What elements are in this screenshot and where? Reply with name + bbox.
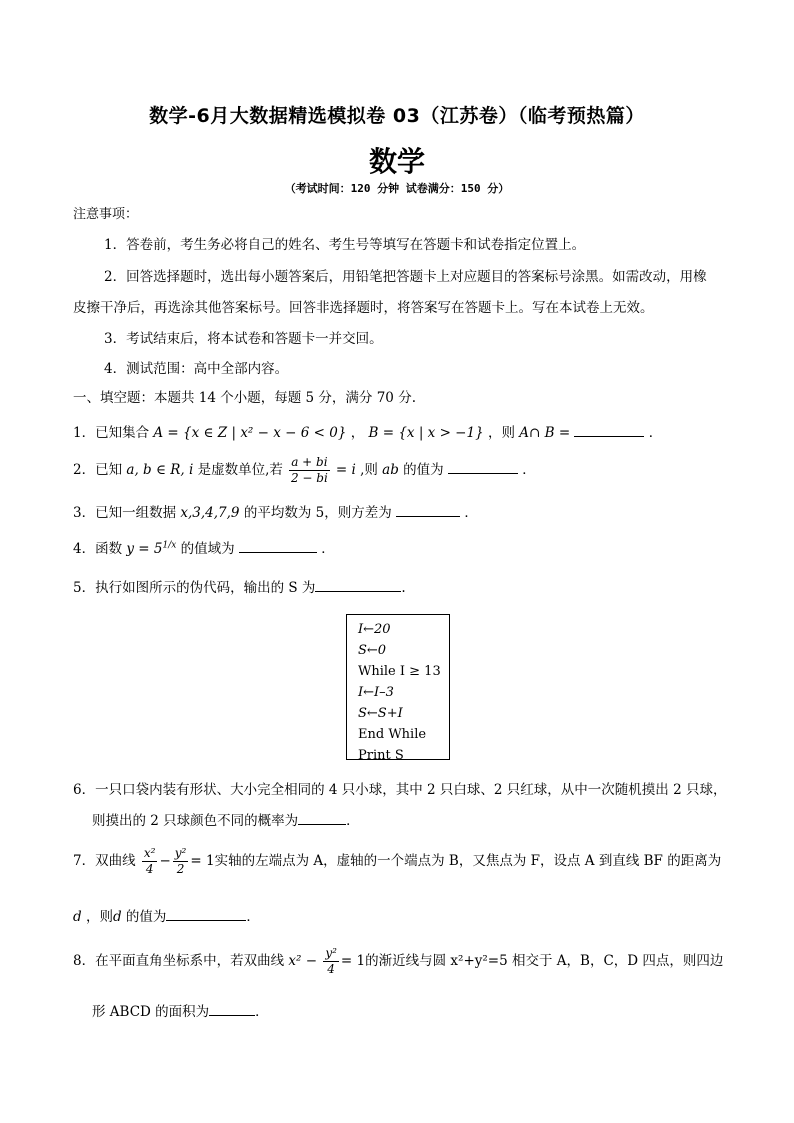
q1-prefix: 1．已知集合 [73, 425, 150, 441]
answer-blank [166, 906, 246, 921]
q2-mid: 是虚数单位,若 [197, 462, 283, 478]
q2-ab: ab [382, 462, 399, 478]
subject-title: 数学 [368, 145, 425, 178]
q1-set-a: A = {x ∈ Z | x² − x − 6 < 0} [153, 425, 347, 441]
code-line: S←S+I [358, 706, 403, 721]
q1-end: ． [648, 425, 663, 441]
pseudocode-box [346, 614, 450, 763]
q7-minus: − [159, 853, 171, 869]
notice-heading: 注意事项： [73, 207, 139, 222]
answer-blank [315, 577, 401, 592]
q1-mid: ，则 [487, 425, 515, 441]
q4-function: y = 5 [126, 541, 163, 557]
section-heading: 一、填空题：本题共 14 个小题，每题 5 分，满分 70 分. [73, 390, 416, 406]
notice-item-2: 2．回答选择题时，选出每小题答案后，用铅笔把答题卡上对应题目的答案标号涂黑。如需改动，用橡 [104, 269, 707, 285]
question-8 [73, 946, 723, 977]
q8-prefix: 8．在平面直角坐标系中，若双曲线 [73, 953, 285, 969]
q7-num-2: y² [174, 846, 187, 860]
q2-prefix: 2．已知 [73, 462, 123, 478]
q1-expr: A∩ B = [519, 425, 571, 441]
notice-item-1: 1．答卷前，考生务必将自己的姓名、考生号等填写在答题卡和试卷指定位置上。 [104, 237, 586, 253]
q7-end: ． [246, 909, 260, 925]
notice-item-4: 4．测试范围：高中全部内容。 [104, 361, 289, 377]
exam-meta: （考试时间：120 分钟 试卷满分：150 分） [284, 182, 510, 195]
q4-tail: 的值域为 [180, 541, 235, 557]
code-line: End While [358, 727, 427, 742]
q8-tail: 的渐近线与圆 x²+y²=5 相交于 A，B，C，D 四点，则四边 [365, 953, 724, 969]
q7-line2-tail: 的值为 [125, 909, 167, 925]
q7-den-2: 2 [176, 862, 185, 876]
q8-num: y² [325, 946, 337, 960]
q7-fraction-2 [173, 846, 189, 877]
q4-prefix: 4．函数 [73, 541, 123, 557]
q8-fraction [323, 946, 339, 977]
q7-d2: d [112, 909, 122, 925]
notice-item-2-cont: 皮擦干净后，再选涂其他答案标号。回答非选择题时，将答案写在答题卡上。写在本试卷上无效。 [73, 300, 654, 316]
q7-den-1: 4 [145, 862, 154, 876]
q5-end: . [401, 580, 406, 596]
q7-line2-mid: ，则 [85, 909, 113, 925]
q2-eq: = i [335, 462, 356, 478]
question-1 [73, 421, 662, 441]
page-title: 数学-6月大数据精选模拟卷 03（江苏卷）（临考预热篇） [149, 105, 645, 127]
q2-tail: 的值为 [403, 462, 444, 478]
q7-d: d [73, 909, 82, 925]
answer-blank [298, 810, 346, 825]
q8-end: ． [255, 1004, 269, 1020]
q7-eq: = 1 [190, 853, 215, 869]
question-7 [73, 846, 721, 877]
question-8-line-2 [92, 1000, 269, 1020]
q6-end: ． [346, 813, 360, 829]
code-line: Print S [358, 748, 404, 763]
question-3 [73, 501, 478, 521]
q4-exponent: 1/x [162, 540, 177, 551]
code-line: While I ≥ 13 [358, 664, 441, 679]
q1-comma: ， [350, 425, 365, 441]
code-line: S←0 [358, 643, 387, 658]
question-4 [73, 537, 335, 557]
q7-fraction-1 [142, 846, 158, 877]
q1-set-b: B = {x | x > −1} [368, 425, 484, 441]
question-5 [73, 576, 406, 596]
answer-blank [396, 502, 460, 517]
q2-vars: a, b ∈ R, i [126, 462, 194, 478]
q2-numerator: a + bi [291, 455, 328, 469]
answer-blank [448, 459, 518, 474]
question-6-line-2 [92, 809, 360, 829]
question-6-line-1: 6．一只口袋内装有形状、大小完全相同的 4 只小球，其中 2 只白球、2 只红球，从中一次随机摸出 2 只球， [73, 782, 727, 798]
q3-end: ． [464, 505, 478, 521]
q3-data: x,3,4,7,9 [180, 505, 240, 521]
notice-item-3: 3．考试结束后，将本试卷和答题卡一并交回。 [104, 331, 383, 347]
question-7-line-2 [73, 905, 260, 925]
q2-fraction [289, 455, 329, 486]
code-line: I←I–3 [358, 685, 394, 700]
q2-end: ． [522, 462, 536, 478]
q2-denominator: 2 − bi [290, 471, 328, 485]
q7-prefix: 7．双曲线 [73, 853, 136, 869]
q8-line2: 形 ABCD 的面积为 [92, 1004, 210, 1020]
q8-den: 4 [327, 962, 335, 976]
q8-eq: = 1 [340, 953, 366, 969]
question-2 [73, 455, 536, 486]
q7-tail: 实轴的左端点为 A，虚轴的一个端点为 B，又焦点为 F，设点 A 到直线 BF 的距离为 [214, 853, 722, 869]
q5-text: 5．执行如图所示的伪代码，输出的 S 为 [73, 580, 316, 596]
q4-end: ． [321, 541, 335, 557]
q6-line2-text: 则摸出的 2 只球颜色不同的概率为 [92, 813, 299, 829]
answer-blank [239, 538, 317, 553]
q3-tail: 的平均数为 5，则方差为 [243, 505, 392, 521]
q7-num-1: x² [143, 846, 156, 860]
answer-blank [574, 422, 644, 437]
answer-blank [209, 1001, 255, 1016]
q8-x2: x² − [288, 953, 318, 969]
code-line: I←20 [358, 622, 391, 637]
q2-mid2: ,则 [360, 462, 378, 478]
q3-prefix: 3．已知一组数据 [73, 505, 177, 521]
